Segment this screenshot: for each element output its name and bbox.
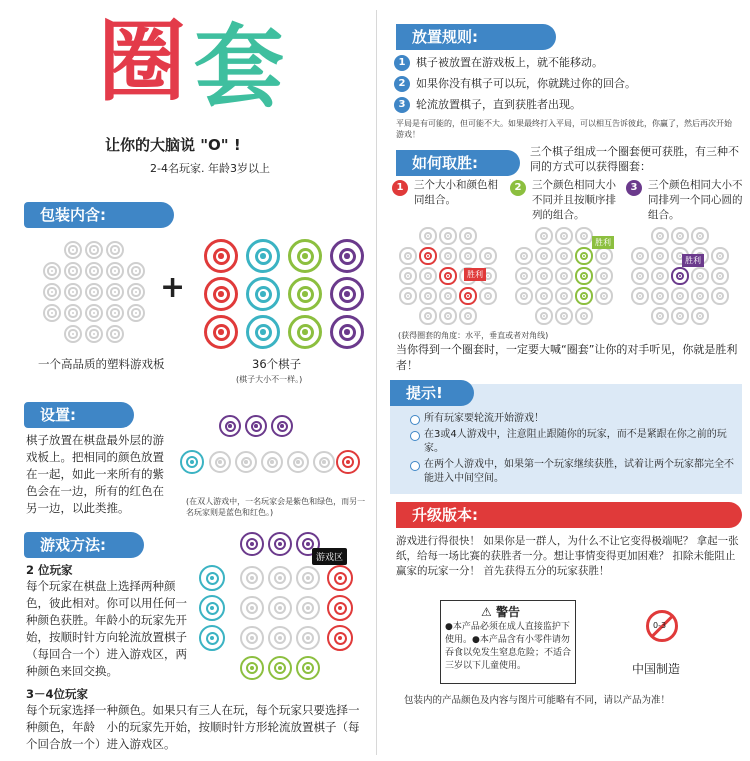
win-tag-1: 胜利 [464,268,486,281]
column-divider [376,10,377,755]
pieces-caption: 36个棋子 [252,357,302,371]
player-count: 2-4名玩家. 年龄3岁以上 [150,162,270,175]
play-slot-dot [250,576,254,580]
upgrade-text: 游戏进行得很快！ 如果你是一群人，为什么不让它变得极端呢？ 拿起一张纸，给每一场比赛的获胜者一分。想让事情变得更加困难？ 扣除未能阻止赢家的玩家一分！ 首先获得五分的玩家获胜！ [396,535,739,577]
win-way-2: 三个颜色相同大小不同并且按顺序排列的组合。 [532,179,616,221]
play-piece-purple-dot [306,542,310,546]
game-piece-dot [344,291,349,296]
game-piece-dot [218,253,223,258]
tip-1: 所有玩家要轮流开始游戏！ [424,412,734,426]
rules-note: 平局是有可能的，但可能不大。如果最终打入平局，可以相互告诉彼此，你赢了，然后再次开始游戏！ [396,119,732,139]
slogan: 让你的大脑说 "O" ! [105,136,241,154]
play-piece-purple-dot [250,542,254,546]
play-slot-dot [278,606,282,610]
win-tag-3: 胜利 [682,254,704,267]
two-player-title: 2 位玩家 [26,563,73,577]
game-piece-dot [302,329,307,334]
game-piece-dot [302,253,307,258]
setup-heading: 设置: [24,402,134,428]
play-slot-dot [278,576,282,580]
warning-text: ●本产品必须在成人直接监护下使用。●本产品含有小零件请勿吞食以免发生窒息危险；不适合三岁以下儿童使用。 [445,622,572,671]
two-player-text: 每个玩家在棋盘上选择两种颜色，彼此相对。你可以用任何一种颜色获胜。年龄小的玩家先开始，按顺时针方向轮流放置棋子（每回合一个）进入游戏区，两种颜色来回交换。 [26,579,187,678]
rule-num-1: 1 [394,55,410,71]
board-caption: 一个高品质的塑料游戏板 [38,357,165,371]
rules-heading: 放置规则: [396,24,556,50]
game-piece-dot [218,291,223,296]
warning-box [440,600,576,684]
made-in: 中国制造 [632,662,681,676]
win-shout: 当你得到一个圈套时，一定要大喊“圈套”让你的对手听见，你就是胜利者！ [396,343,738,372]
multi-player-text: 每个玩家选择一种颜色。如果只有三人在玩，每个玩家只要选择一种颜色，年龄 小的玩家先开始，按顺时针方形轮流放置棋子（每个回合放一个）进入游戏区。 [26,703,360,751]
title-char-2: 套 [194,15,284,120]
contents-heading: 包装内含: [24,202,174,228]
setup-slot-dot [296,460,300,464]
game-piece-dot [302,291,307,296]
age-restriction-icon [646,610,678,642]
setup-piece-purple-dot [254,424,258,428]
play-slot-dot [250,636,254,640]
plus-icon: + [160,270,186,305]
win-way-3: 三个颜色相同大小不同排列一个同心圆的组合。 [648,179,743,221]
setup-slot-dot [218,460,222,464]
win-num-2: 2 [510,180,526,196]
setup-piece-purple-dot [280,424,284,428]
tip-3: 在两个人游戏中，如果第一个玩家继续获胜，试着让两个玩家都完全不能进入中间空间。 [424,459,734,484]
angle-note: (获得圈套的角度：水平，垂直或者对角线) [398,331,549,340]
play-piece-green-dot [306,666,310,670]
setup-slot-dot [244,460,248,464]
rule-num-2: 2 [394,76,410,92]
tips-box [390,384,742,494]
play-slot-dot [306,636,310,640]
play-piece-green-dot [278,666,282,670]
rule-num-3: 3 [394,97,410,113]
rule-text-1: 棋子被放置在游戏板上，就不能移动。 [416,56,603,69]
pieces-illustration [200,236,368,352]
board-illustration [40,238,148,346]
play-slot-dot [278,636,282,640]
win-heading: 如何取胜: [396,150,520,176]
upgrade-heading: 升级版本: [396,502,742,528]
win-way-1: 三个大小和颜色相同组合。 [414,179,498,206]
warning-title: 警告 [495,605,520,619]
play-zone-label: 游戏区 [312,548,347,565]
play-piece-purple-dot [278,542,282,546]
tips-heading: 提示! [390,380,474,406]
rule-text-3: 轮流放置棋子，直到获胜者出现。 [416,98,581,111]
setup-piece-teal-dot [190,460,194,464]
play-slot-dot [306,576,310,580]
setup-text: 棋子放置在棋盘最外层的游戏板上。把相同的颜色放置在一起，如此一来所有的紫色会在一边，所有的红色在另一边，以此类推。 [26,433,164,515]
game-piece-dot [218,329,223,334]
play-slot-dot [306,606,310,610]
age-badge-text: 0-3 [653,621,667,630]
game-piece-dot [260,329,265,334]
setup-piece-red-dot [346,460,350,464]
warning-triangle-icon: ⚠ [481,605,492,619]
title-char-1: 圈 [98,10,187,113]
play-piece-green-dot [250,666,254,670]
game-piece-dot [260,253,265,258]
win-intro: 三个棋子组成一个圈套便可获胜，有三种不同的方式可以获得圈套： [530,145,739,173]
game-piece-dot [260,291,265,296]
tip-2: 在3或4人游戏中，注意阻止跟随你的玩家，而不是紧跟在你之前的玩家。 [424,428,734,456]
win-example-3 [628,224,732,324]
game-title [98,12,308,122]
setup-piece-purple-dot [228,424,232,428]
win-tag-2: 胜利 [592,236,614,249]
setup-slot-dot [322,460,326,464]
win-num-3: 3 [626,180,642,196]
game-piece-dot [344,253,349,258]
howto-heading: 游戏方法: [24,532,144,558]
footer-note: 包装内的产品颜色及内容与图片可能略有不同，请以产品为准！ [404,695,671,706]
win-num-1: 1 [392,180,408,196]
game-piece-dot [344,329,349,334]
setup-note: (在双人游戏中，一名玩家会是紫色和绿色，而另一名玩家则是蓝色和红色。) [186,497,366,517]
play-slot-dot [250,606,254,610]
multi-player-title: 3－4位玩家 [26,687,89,701]
setup-slot-dot [270,460,274,464]
pieces-note: (棋子大小不一样。) [236,375,303,384]
setup-illustration [178,414,362,492]
rule-text-2: 如果你没有棋子可以玩，你就跳过你的回合。 [416,77,636,90]
